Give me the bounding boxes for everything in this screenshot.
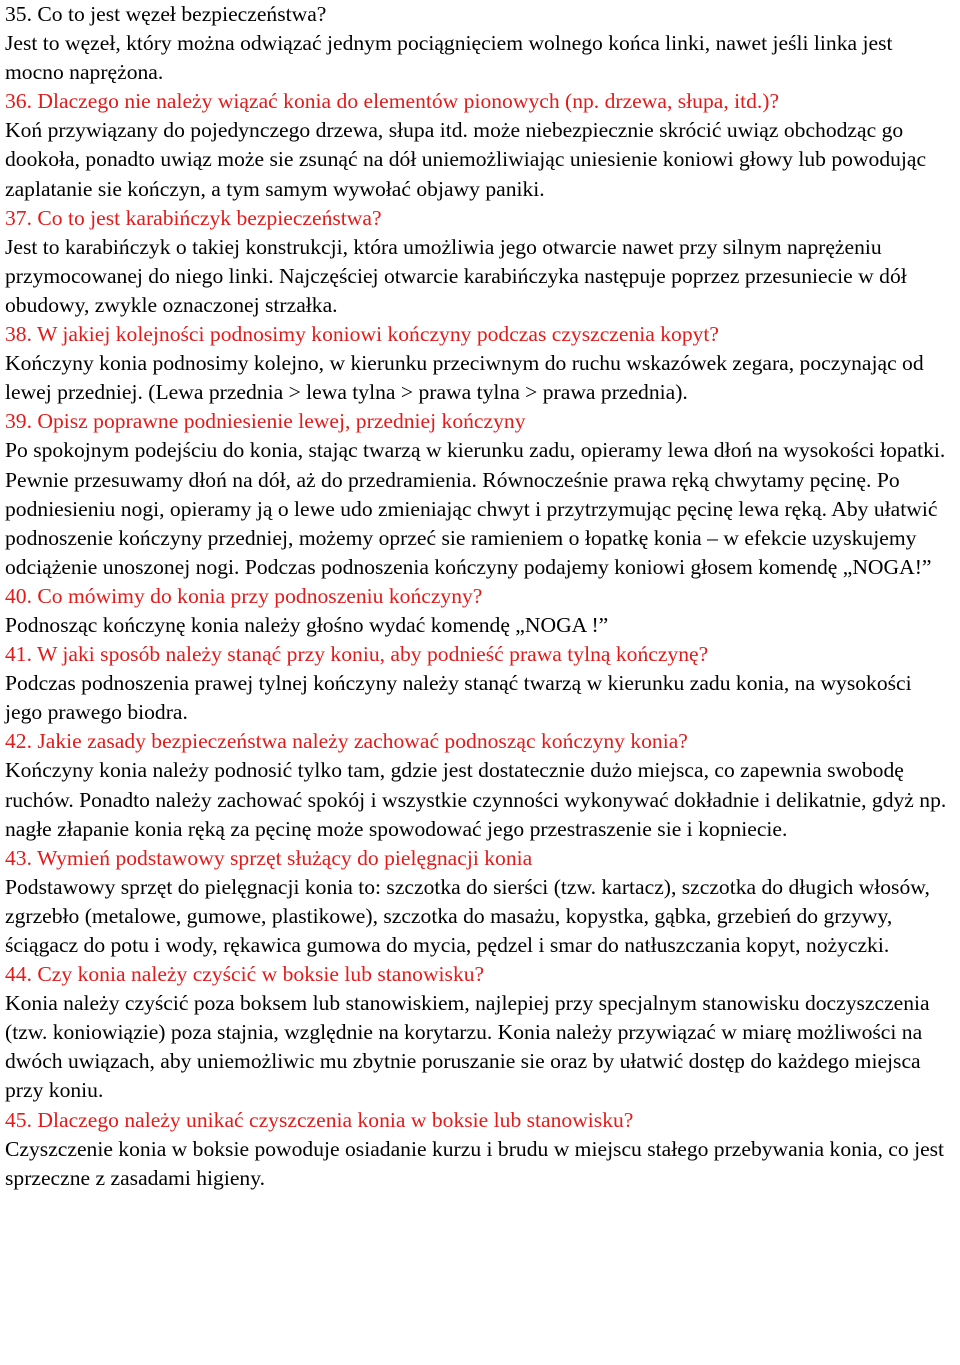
question-heading: 45. Dlaczego należy unikać czyszczenia konia w boksie lub stanowisku? [5, 1107, 634, 1132]
question-heading: 36. Dlaczego nie należy wiązać konia do elementów pionowych (np. drzewa, słupa, itd.)? [5, 89, 780, 114]
qa-item-36 [5, 87, 950, 203]
qa-item-38 [5, 320, 950, 407]
question-heading: 43. Wymień podstawowy sprzęt służący do pielęgnacji konia [5, 845, 533, 870]
question-heading: 38. W jakiej kolejności podnosimy koniowi kończyny podczas czyszczenia kopyt? [5, 322, 720, 347]
answer-text: Kończyny konia należy podnosić tylko tam, gdzie jest dostatecznie dużo miejsca, co zapewnia swobodę ruchów. Ponadto należy zachować spokój i wszystkie czynności wykonywać dokładnie i delikatnie, gdyż np. nagłe złapanie konia ręką za pęcinę może spowodować jego przestraszenie sie i kopniecie. [5, 758, 947, 841]
answer-text: Konia należy czyścić poza boksem lub stanowiskiem, najlepiej przy specjalnym stanowisku doczyszczenia (tzw. koniowiązie) poza stajnia, względnie na korytarzu. Konia należy przywiązać w miarę możliwości na dwóch uwiązach, aby uniemożliwic mu zbytnie poruszanie sie oraz by ułatwić dostęp do każdego miejsca przy koniu. [5, 991, 930, 1103]
question-heading: 41. W jaki sposób należy stanąć przy koniu, aby podnieść prawa tylną kończynę? [5, 642, 709, 667]
answer-text: Jest to karabińczyk o takiej konstrukcji, która umożliwia jego otwarcie nawet przy silnym naprężeniu przymocowanej do niego linki. Najczęściej otwarcie karabińczyka następuje poprzez przesuniecie w dół obudowy, zwykle oznaczonej strzałka. [5, 234, 907, 317]
qa-item-35 [5, 0, 950, 87]
question-heading: 35. Co to jest węzeł bezpieczeństwa? [5, 2, 327, 26]
answer-text: Koń przywiązany do pojedynczego drzewa, słupa itd. może niebezpiecznie skrócić uwiąz obchodząc go dookoła, ponadto uwiąz może sie zsunąć na dół uniemożliwiając uniesienie koniowi głowy lub powodując zaplatanie sie kończyn, a tym samym wywołać objawy paniki. [5, 118, 927, 201]
answer-text: Jest to węzeł, który można odwiązać jednym pociągnięciem wolnego końca linki, nawet jeśli linka jest mocno naprężona. [5, 31, 893, 85]
qa-item-44 [5, 960, 950, 1105]
qa-item-41 [5, 640, 950, 727]
qa-item-43 [5, 844, 950, 960]
question-heading: 44. Czy konia należy czyścić w boksie lub stanowisku? [5, 962, 485, 987]
qa-item-42 [5, 727, 950, 843]
answer-text: Po spokojnym podejściu do konia, stając twarzą w kierunku zadu, opieramy lewa dłoń na wysokości łopatki. Pewnie przesuwamy dłoń na dół, aż do przedramienia. Równocześnie prawa ręką chwytamy pęcinę. Po podniesieniu nogi, opieramy ją o lewe udo zmieniając chwyt i przytrzymując pęcinę lewa ręką. Aby ułatwić podnoszenie kończyny przedniej, możemy oprzeć sie ramieniem o łopatkę konia – w efekcie uzyskujemy odciążenie unoszonej nogi. Podczas podnoszenia kończyny podajemy koniowi głosem komendę „NOGA!” [5, 438, 946, 579]
question-heading: 42. Jakie zasady bezpieczeństwa należy zachować podnosząc kończyny konia? [5, 729, 688, 754]
answer-text: Podczas podnoszenia prawej tylnej kończyny należy stanąć twarzą w kierunku zadu konia, na wysokości jego prawego biodra. [5, 671, 912, 725]
question-heading: 37. Co to jest karabińczyk bezpieczeństwa? [5, 205, 382, 230]
question-heading: 39. Opisz poprawne podniesienie lewej, przedniej kończyny [5, 409, 526, 434]
question-heading: 40. Co mówimy do konia przy podnoszeniu kończyny? [5, 583, 483, 608]
qa-item-40 [5, 582, 950, 640]
qa-item-37 [5, 204, 950, 320]
answer-text: Podstawowy sprzęt do pielęgnacji konia to: szczotka do sierści (tzw. kartacz), szczotka do długich włosów, zgrzebło (metalowe, gumowe, plastikowe), szczotka do masażu, kopystka, gąbka, grzebień do grzywy, ściągacz do potu i wody, rękawica gumowa do mycia, pędzel i smar do natłuszczania kopyt, nożyczki. [5, 874, 930, 957]
answer-text: Podnosząc kończynę konia należy głośno wydać komendę „NOGA !” [5, 612, 609, 637]
answer-text: Czyszczenie konia w boksie powoduje osiadanie kurzu i brudu w miejscu stałego przebywania konia, co jest sprzeczne z zasadami higieny. [5, 1136, 945, 1190]
qa-item-39 [5, 407, 950, 582]
qa-item-45 [5, 1106, 950, 1193]
answer-text: Kończyny konia podnosimy kolejno, w kierunku przeciwnym do ruchu wskazówek zegara, poczynając od lewej przedniej. (Lewa przednia > lewa tylna > prawa tylna > prawa przednia). [5, 351, 924, 405]
